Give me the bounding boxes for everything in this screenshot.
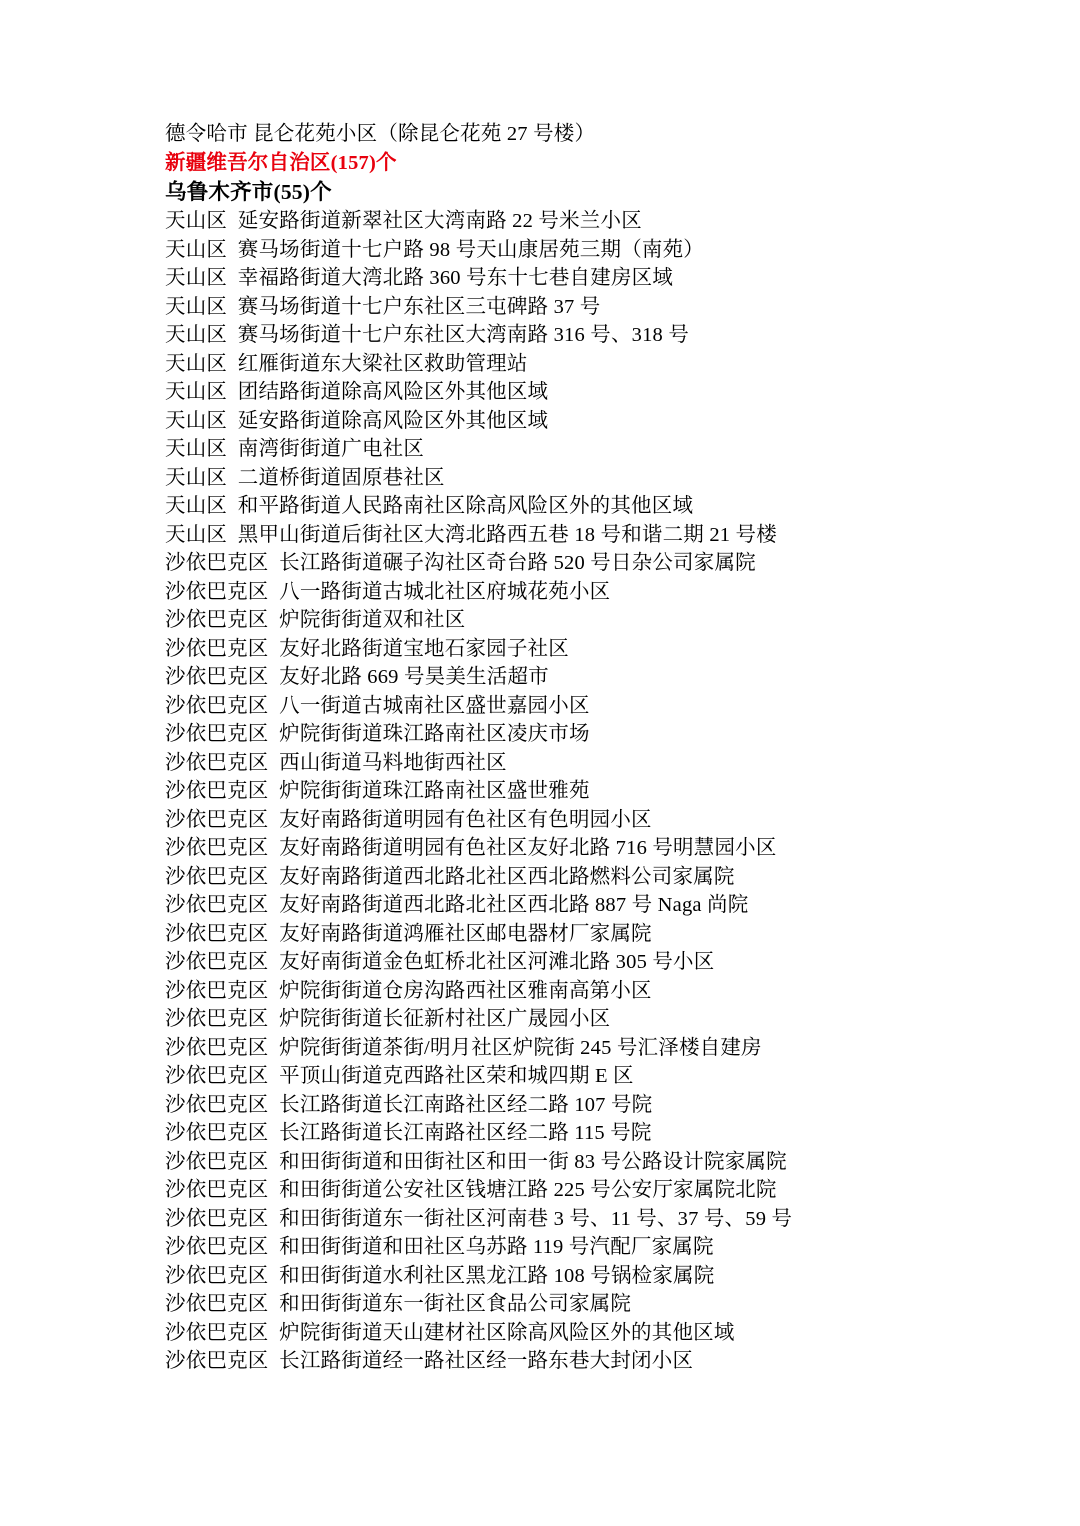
- line-dlh: 德令哈市 昆仑花苑小区（除昆仑花苑 27 号楼）: [165, 123, 596, 145]
- entry-8: 天山区 延安路街道除高风险区外其他区域: [165, 409, 549, 432]
- entry-13: 沙依巴克区 长江路街道碾子沟社区奇台路 520 号日杂公司家属院: [165, 552, 756, 574]
- entry-4: 天山区 赛马场街道十七户东社区三屯碑路 37 号: [165, 295, 601, 318]
- entry-1: 天山区 延安路街道新翠社区大湾南路 22 号米兰小区: [165, 210, 642, 232]
- entry-29: 沙依巴克区 炉院街街道长征新村社区广晟园小区: [165, 1008, 611, 1030]
- entry-22: 沙依巴克区 友好南路街道明园有色社区有色明园小区: [165, 808, 652, 831]
- entry-30: 沙依巴克区 炉院街街道茶街/明月社区炉院街 245 号汇泽楼自建房: [165, 1036, 762, 1059]
- entry-24: 沙依巴克区 友好南路街道西北路北社区西北路燃料公司家属院: [165, 865, 735, 888]
- document-body: [165, 120, 920, 1376]
- line-xinjiang-heading: 新疆维吾尔自治区(157)个: [165, 151, 397, 174]
- entry-25: 沙依巴克区 友好南路街道西北路北社区西北路 887 号 Naga 尚院: [165, 894, 749, 916]
- entry-41: 沙依巴克区 长江路街道经一路社区经一路东巷大封闭小区: [165, 1350, 694, 1372]
- entry-39: 沙依巴克区 和田街街道东一街社区食品公司家属院: [165, 1293, 632, 1315]
- line-urumqi-heading: 乌鲁木齐市(55)个: [165, 180, 332, 204]
- entry-31: 沙依巴克区 平顶山街道克西路社区荣和城四期 E 区: [165, 1065, 634, 1087]
- entry-35: 沙依巴克区 和田街街道公安社区钱塘江路 225 号公安厅家属院北院: [165, 1179, 777, 1201]
- entry-21: 沙依巴克区 炉院街街道珠江路南社区盛世雅苑: [165, 780, 590, 802]
- entry-11: 天山区 和平路街道人民路南社区除高风险区外的其他区域: [165, 495, 694, 517]
- entry-7: 天山区 团结路街道除高风险区外其他区域: [165, 381, 549, 403]
- entry-3: 天山区 幸福路街道大湾北路 360 号东十七巷自建房区域: [165, 267, 674, 289]
- entry-18: 沙依巴克区 八一街道古城南社区盛世嘉园小区: [165, 694, 590, 717]
- entry-14: 沙依巴克区 八一路街道古城北社区府城花苑小区: [165, 580, 611, 603]
- entry-9: 天山区 南湾街街道广电社区: [165, 438, 425, 460]
- entry-40: 沙依巴克区 炉院街街道天山建材社区除高风险区外的其他区域: [165, 1321, 735, 1344]
- entry-23: 沙依巴克区 友好南路街道明园有色社区友好北路 716 号明慧园小区: [165, 837, 777, 859]
- entry-15: 沙依巴克区 炉院街街道双和社区: [165, 609, 466, 631]
- entry-33: 沙依巴克区 长江路街道长江南路社区经二路 115 号院: [165, 1122, 652, 1144]
- entry-12: 天山区 黑甲山街道后街社区大湾北路西五巷 18 号和谐二期 21 号楼: [165, 523, 777, 546]
- entry-28: 沙依巴克区 炉院街街道仓房沟路西社区雅南高第小区: [165, 979, 652, 1002]
- entry-36: 沙依巴克区 和田街街道东一街社区河南巷 3 号、11 号、37 号、59 号: [165, 1207, 793, 1230]
- entry-38: 沙依巴克区 和田街街道水利社区黑龙江路 108 号锅检家属院: [165, 1264, 715, 1287]
- entry-20: 沙依巴克区 西山街道马料地街西社区: [165, 751, 507, 774]
- entry-19: 沙依巴克区 炉院街街道珠江路南社区凌庆市场: [165, 723, 590, 745]
- entry-10: 天山区 二道桥街道固原巷社区: [165, 466, 445, 489]
- entry-32: 沙依巴克区 长江路街道长江南路社区经二路 107 号院: [165, 1093, 653, 1116]
- entry-26: 沙依巴克区 友好南路街道鸿雁社区邮电器材厂家属院: [165, 922, 652, 945]
- entry-37: 沙依巴克区 和田街街道和田社区乌苏路 119 号汽配厂家属院: [165, 1236, 714, 1258]
- entry-5: 天山区 赛马场街道十七户东社区大湾南路 316 号、318 号: [165, 324, 690, 346]
- entry-16: 沙依巴克区 友好北路街道宝地石家园子社区: [165, 637, 569, 660]
- entry-2: 天山区 赛马场街道十七户路 98 号天山康居苑三期（南苑）: [165, 238, 704, 261]
- entry-17: 沙依巴克区 友好北路 669 号昊美生活超市: [165, 666, 549, 688]
- entry-27: 沙依巴克区 友好南街道金色虹桥北社区河滩北路 305 号小区: [165, 951, 715, 973]
- entry-34: 沙依巴克区 和田街街道和田街社区和田一街 83 号公路设计院家属院: [165, 1150, 787, 1173]
- entry-6: 天山区 红雁街道东大梁社区救助管理站: [165, 352, 528, 375]
